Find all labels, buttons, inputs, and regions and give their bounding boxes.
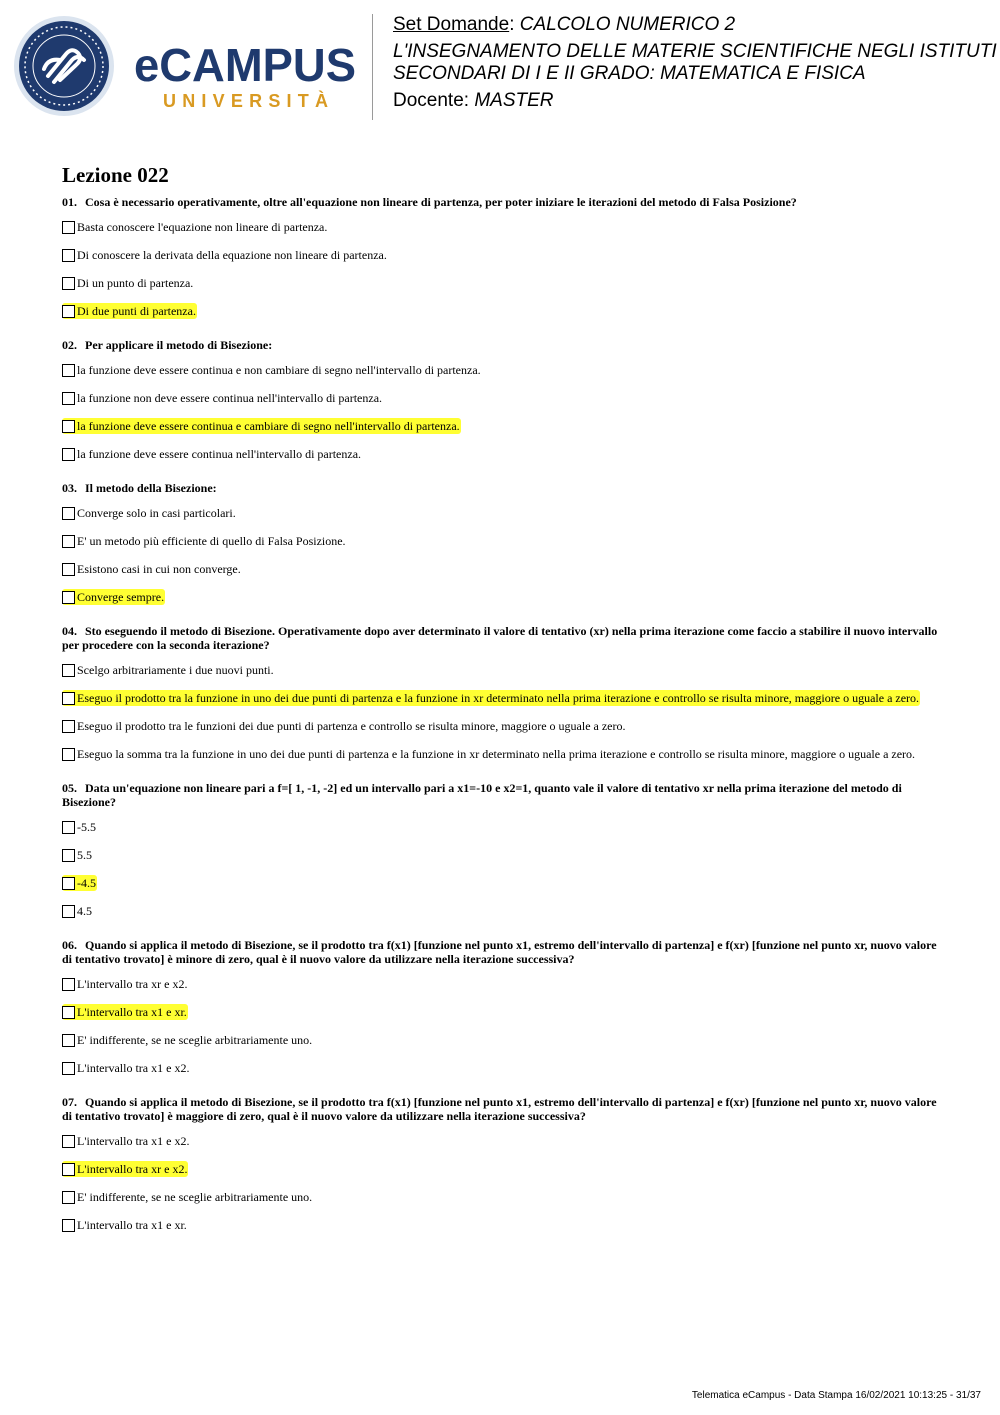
answer-wrapper — [62, 276, 193, 290]
answer-option — [62, 363, 942, 377]
question-number: 05. — [62, 781, 77, 795]
answer-checkbox[interactable] — [62, 1135, 75, 1148]
answer-wrapper — [62, 663, 274, 677]
answer-option — [62, 1162, 942, 1176]
set-line: Set Domande: CALCOLO NUMERICO 2 — [393, 14, 736, 35]
answer-checkbox[interactable] — [62, 277, 75, 290]
answer-option — [62, 304, 942, 318]
question-6 — [62, 938, 942, 1075]
ecampus-logo — [14, 14, 362, 118]
answer-wrapper — [62, 1061, 189, 1075]
answer-option — [62, 248, 942, 262]
answer-option — [62, 506, 942, 520]
correct-answer-highlight — [62, 589, 165, 605]
answer-label: la funzione non deve essere continua nell'intervallo di partenza. — [77, 391, 383, 405]
question-number: 02. — [62, 338, 77, 352]
question-4 — [62, 624, 942, 761]
logo-word: eCAMPUS — [134, 39, 356, 91]
answer-wrapper — [62, 977, 187, 991]
answer-wrapper — [62, 447, 361, 461]
answer-checkbox[interactable] — [62, 392, 75, 405]
question-prompt: Data un'equazione non lineare pari a f=[ 1, -1, -2] ed un intervallo pari a x1=-10 e x2=1, quanto vale il valore di tentativo xr nella prima iterazione del metodo di Bisezione? — [62, 781, 902, 809]
question-text — [62, 624, 942, 652]
answer-checkbox[interactable] — [62, 1163, 75, 1176]
answer-option — [62, 1134, 942, 1148]
answer-label: L'intervallo tra xr e x2. — [77, 977, 188, 991]
answer-checkbox[interactable] — [62, 720, 75, 733]
answer-checkbox[interactable] — [62, 563, 75, 576]
answer-option — [62, 1190, 942, 1204]
answer-label: la funzione deve essere continua nell'intervallo di partenza. — [77, 447, 362, 461]
answer-checkbox[interactable] — [62, 1006, 75, 1019]
teacher-label: Docente — [393, 90, 464, 111]
answer-wrapper — [62, 1033, 312, 1047]
answer-label: L'intervallo tra x1 e xr. — [77, 1005, 187, 1019]
question-text — [62, 481, 942, 495]
answer-label: Eseguo il prodotto tra le funzioni dei due punti di partenza e controllo se risulta minore, maggiore o uguale a zero. — [77, 719, 626, 733]
answer-option — [62, 1033, 942, 1047]
answer-option — [62, 534, 942, 548]
question-number: 07. — [62, 1095, 77, 1109]
question-prompt: Il metodo della Bisezione: — [85, 481, 217, 495]
answer-option — [62, 1061, 942, 1075]
answer-wrapper — [62, 1134, 189, 1148]
answer-option — [62, 590, 942, 604]
answer-checkbox[interactable] — [62, 1062, 75, 1075]
answer-checkbox[interactable] — [62, 535, 75, 548]
question-prompt: Cosa è necessario operativamente, oltre all'equazione non lineare di partenza, per poter iniziare le iterazioni del metodo di Falsa Posizione? — [85, 195, 797, 209]
answer-checkbox[interactable] — [62, 364, 75, 377]
question-5 — [62, 781, 942, 918]
answer-label: Eseguo il prodotto tra la funzione in uno dei due punti di partenza e la funzione in xr determinato nella prima iterazione e controllo se risulta minore, maggiore o uguale a zero. — [77, 691, 920, 705]
answer-label: Eseguo la somma tra la funzione in uno dei due punti di partenza e la funzione in xr determinato nella prima iterazione e controllo se risulta minore, maggiore o uguale a zero. — [77, 747, 916, 761]
correct-answer-highlight — [62, 303, 197, 319]
answer-label: 5.5 — [77, 848, 92, 862]
answer-label: Di un punto di partenza. — [77, 276, 194, 290]
answer-checkbox[interactable] — [62, 849, 75, 862]
answer-wrapper — [62, 848, 92, 862]
answer-label: Basta conoscere l'equazione non lineare di partenza. — [77, 220, 328, 234]
answer-option — [62, 447, 942, 461]
header-divider — [372, 14, 373, 120]
answer-checkbox[interactable] — [62, 877, 75, 890]
question-text — [62, 338, 942, 352]
answer-wrapper — [62, 747, 915, 761]
teacher-name: MASTER — [474, 90, 554, 111]
question-number: 04. — [62, 624, 77, 638]
answer-label: E' indifferente, se ne sceglie arbitrariamente uno. — [77, 1190, 313, 1204]
answer-label: Converge solo in casi particolari. — [77, 506, 236, 520]
teacher-line: Docente: MASTER — [393, 90, 554, 111]
answer-checkbox[interactable] — [62, 221, 75, 234]
answer-wrapper — [62, 562, 241, 576]
answer-checkbox[interactable] — [62, 978, 75, 991]
correct-answer-highlight — [62, 1004, 188, 1020]
question-number: 01. — [62, 195, 77, 209]
answer-option — [62, 876, 942, 890]
correct-answer-highlight — [62, 690, 920, 706]
correct-answer-highlight — [62, 875, 97, 891]
answer-label: Scelgo arbitrariamente i due nuovi punti. — [77, 663, 274, 677]
question-text — [62, 938, 942, 966]
page-header — [0, 0, 1000, 125]
question-number: 03. — [62, 481, 77, 495]
answer-wrapper — [62, 220, 327, 234]
answer-option — [62, 220, 942, 234]
answer-wrapper — [62, 1218, 187, 1232]
set-label: Set Domande — [393, 14, 510, 35]
answer-label: L'intervallo tra x1 e x2. — [77, 1134, 190, 1148]
answer-label: L'intervallo tra x1 e xr. — [77, 1218, 187, 1232]
correct-answer-highlight — [62, 418, 461, 434]
answer-label: L'intervallo tra xr e x2. — [77, 1162, 188, 1176]
answer-checkbox[interactable] — [62, 448, 75, 461]
course-line-1: L'INSEGNAMENTO DELLE MATERIE SCIENTIFICHE NEGLI ISTITUTI — [393, 41, 997, 62]
answer-option — [62, 419, 942, 433]
lesson-title: Lezione 022 — [62, 163, 169, 187]
answer-wrapper — [62, 904, 92, 918]
answer-option — [62, 562, 942, 576]
correct-answer-highlight — [62, 1161, 188, 1177]
answer-checkbox[interactable] — [62, 692, 75, 705]
answer-wrapper — [62, 820, 96, 834]
question-text — [62, 1095, 942, 1123]
page-footer: Telematica eCampus - Data Stampa 16/02/2021 10:13:25 - 31/37 — [691, 1390, 981, 1401]
question-2 — [62, 338, 942, 461]
answer-checkbox[interactable] — [62, 905, 75, 918]
answer-checkbox[interactable] — [62, 1034, 75, 1047]
answer-label: Converge sempre. — [77, 590, 165, 604]
answer-wrapper — [62, 363, 481, 377]
answer-label: Esistono casi in cui non converge. — [77, 562, 241, 576]
answer-label: 4.5 — [77, 904, 92, 918]
answer-option — [62, 848, 942, 862]
header-info — [393, 14, 1000, 112]
logo-sub: UNIVERSITÀ — [163, 91, 328, 111]
answer-wrapper — [62, 506, 236, 520]
answer-option — [62, 276, 942, 290]
answer-label: Di due punti di partenza. — [77, 304, 196, 318]
answer-option — [62, 719, 942, 733]
answer-label: L'intervallo tra x1 e x2. — [77, 1061, 190, 1075]
answer-option — [62, 663, 942, 677]
answer-option — [62, 820, 942, 834]
answer-checkbox[interactable] — [62, 748, 75, 761]
answer-option — [62, 691, 942, 705]
answer-option — [62, 747, 942, 761]
answer-wrapper — [62, 391, 382, 405]
answer-label: la funzione deve essere continua e cambiare di segno nell'intervallo di partenza. — [77, 419, 460, 433]
course-line-2: SECONDARI DI I E II GRADO: MATEMATICA E FISICA — [393, 63, 866, 84]
question-3 — [62, 481, 942, 604]
question-text — [62, 781, 942, 809]
answer-wrapper — [62, 1190, 312, 1204]
question-prompt: Per applicare il metodo di Bisezione: — [85, 338, 273, 352]
answer-label: la funzione deve essere continua e non cambiare di segno nell'intervallo di partenza. — [77, 363, 481, 377]
questionnaire — [62, 162, 942, 1252]
answer-option — [62, 391, 942, 405]
answer-wrapper — [62, 248, 387, 262]
answer-checkbox[interactable] — [62, 305, 75, 318]
answer-option — [62, 977, 942, 991]
question-number: 06. — [62, 938, 77, 952]
answer-checkbox[interactable] — [62, 664, 75, 677]
answer-checkbox[interactable] — [62, 420, 75, 433]
question-list — [62, 195, 942, 1232]
answer-checkbox[interactable] — [62, 249, 75, 262]
answer-label: Di conoscere la derivata della equazione non lineare di partenza. — [77, 248, 387, 262]
answer-wrapper — [62, 719, 626, 733]
answer-checkbox[interactable] — [62, 591, 75, 604]
question-text — [62, 195, 942, 209]
answer-checkbox[interactable] — [62, 1191, 75, 1204]
answer-option — [62, 1218, 942, 1232]
answer-option — [62, 1005, 942, 1019]
answer-label: -4.5 — [77, 876, 96, 890]
answer-label: E' un metodo più efficiente di quello di Falsa Posizione. — [77, 534, 346, 548]
answer-option — [62, 904, 942, 918]
question-prompt: Quando si applica il metodo di Bisezione, se il prodotto tra f(x1) [funzione nel punto x1, estremo dell'intervallo di partenza] e f(xr) [funzione nel punto xr, nuovo valore di tentativo trovato] è maggiore di zero, qual è il nuovo valore da utilizzare nella iterazione successiva? — [62, 1095, 937, 1123]
answer-label: E' indifferente, se ne sceglie arbitrariamente uno. — [77, 1033, 313, 1047]
question-prompt: Sto eseguendo il metodo di Bisezione. Operativamente dopo aver determinato il valore di tentativo (xr) nella prima iterazione come faccio a stabilire il nuovo intervallo per procedere con la seconda iterazione? — [62, 624, 938, 652]
answer-checkbox[interactable] — [62, 821, 75, 834]
answer-label: -5.5 — [77, 820, 96, 834]
question-1 — [62, 195, 942, 318]
question-7 — [62, 1095, 942, 1232]
answer-checkbox[interactable] — [62, 507, 75, 520]
answer-wrapper — [62, 534, 346, 548]
set-title: CALCOLO NUMERICO 2 — [519, 14, 736, 35]
question-prompt: Quando si applica il metodo di Bisezione, se il prodotto tra f(x1) [funzione nel punto x1, estremo dell'intervallo di partenza] e f(xr) [funzione nel punto xr, nuovo valore di tentativo trovato] è minore di zero, qual è il nuovo valore da utilizzare nella iterazione successiva? — [62, 938, 937, 966]
answer-checkbox[interactable] — [62, 1219, 75, 1232]
